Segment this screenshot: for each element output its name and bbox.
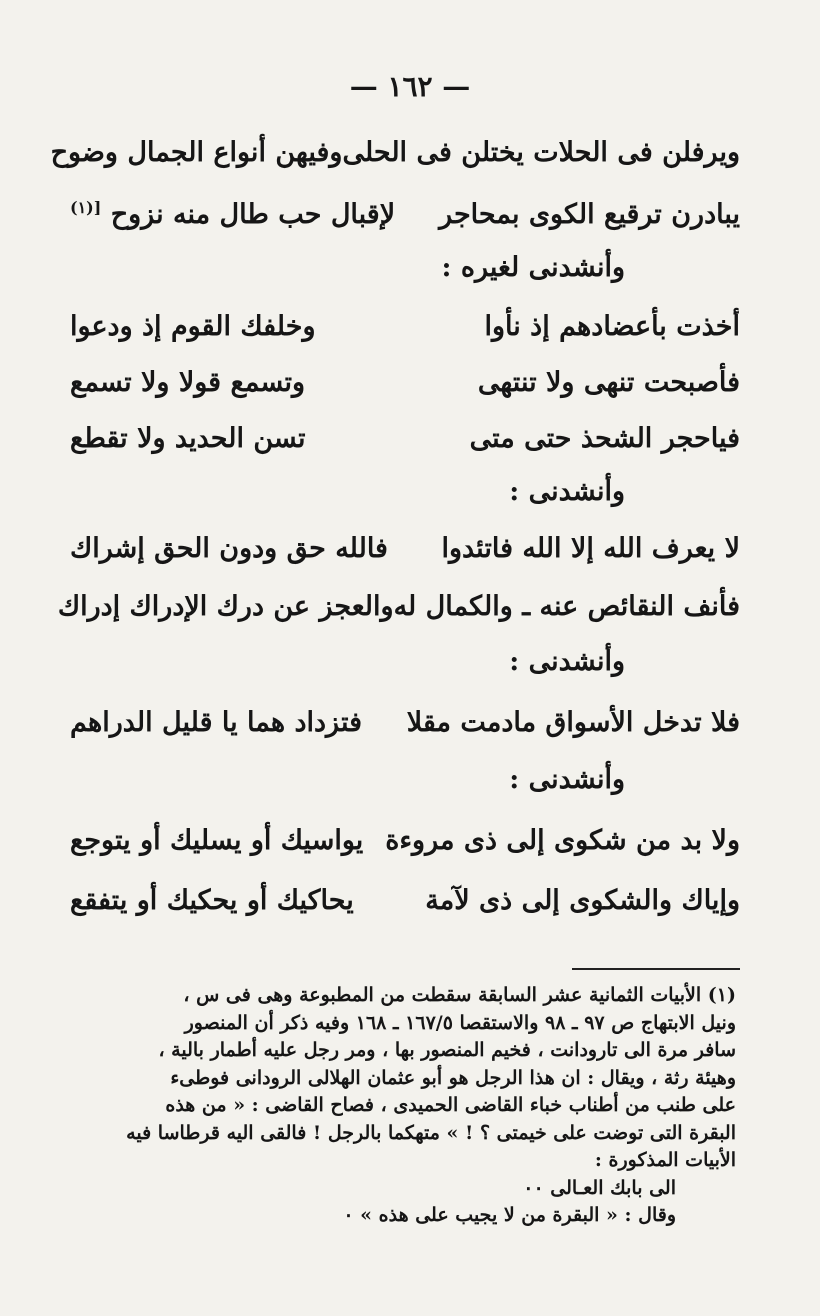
verse-line xyxy=(57,582,740,630)
verse-intro: وأنشدنى : xyxy=(509,646,625,677)
verse-intro: وأنشدنى : xyxy=(509,764,625,795)
verse-second-hemistich: وخلفك القوم إذ ودعوا xyxy=(70,310,316,342)
verse-first-hemistich: فلا تدخل الأسواق مادمت مقلا xyxy=(406,706,740,738)
verse-line xyxy=(70,816,740,864)
verse-line xyxy=(70,358,740,406)
verse-first-hemistich: ويرفلن فى الحلات يختلن فى الحلى xyxy=(342,136,740,168)
footnote-line: على طنب من أطناب خباء القاضى الحميدى ، فصاح القاضى : « من هذه xyxy=(165,1094,736,1116)
verse-line xyxy=(70,524,740,572)
verse-first-hemistich: فأنف النقائص عنه ـ والكمال له xyxy=(393,590,740,622)
verse-second-hemistich: يحاكيك أو يحكيك أو يتفقع xyxy=(70,884,354,916)
verse-second-hemistich: فالله حق ودون الحق إشراك xyxy=(70,532,388,564)
verse-text: لإقبال حب طال منه نزوح xyxy=(110,199,396,230)
verse-second-hemistich: والعجز عن درك الإدراك إدراك xyxy=(57,590,394,622)
verse-second-hemistich: يواسيك أو يسليك أو يتوجع xyxy=(70,824,364,856)
footnote-line: سافر مرة الى تارودانت ، فخيم المنصور بها ، ومر رجل عليه أطمار بالية ، xyxy=(158,1039,736,1061)
footnote-line: الأبيات المذكورة : xyxy=(594,1149,736,1171)
verse-intro: وأنشدنى : xyxy=(509,476,625,507)
verse-line xyxy=(70,698,740,746)
verse-first-hemistich: أخذت بأعضادهم إذ نأوا xyxy=(484,310,740,342)
verse-line xyxy=(70,414,740,462)
verse-first-hemistich: يبادرن ترقيع الكوى بمحاجر xyxy=(439,198,740,230)
footnote-line: (١) الأبيات الثمانية عشر السابقة سقطت من المطبوعة وهى فى س ، xyxy=(183,984,736,1006)
verse-line xyxy=(70,302,740,350)
verse-intro: وأنشدنى لغيره : xyxy=(441,252,625,283)
footnote-line: البقرة التى توضت على خيمتى ؟ ! » متهكما بالرجل ! فالقى اليه قرطاسا فيه xyxy=(126,1121,736,1144)
verse-second-hemistich: تسن الحديد ولا تقطع xyxy=(70,422,306,454)
verse-line xyxy=(70,190,740,238)
footnote-line: ونيل الابتهاج ص ٩٧ ـ ٩٨ والاستقصا ١٦٧/٥ ـ ١٦٨ وفيه ذكر أن المنصور xyxy=(184,1011,736,1034)
verse-second-hemistich: فتزداد هما يا قليل الدراهم xyxy=(70,706,363,738)
footnote xyxy=(66,982,736,1230)
footnote-line: وقال : « البقرة من لا يجيب على هذه » ٠ xyxy=(343,1204,676,1226)
footnote-line: الى بابك العـالى ٠٠ xyxy=(523,1176,676,1199)
page-number: — ١٦٢ — xyxy=(349,70,471,103)
footnote-line: وهيئة رثة ، ويقال : ان هذا الرجل هو أبو عثمان الهلالى الرودانى فوطىء xyxy=(170,1066,736,1089)
verse-first-hemistich: وإياك والشكوى إلى ذى لآمة xyxy=(425,884,740,916)
verse-second-hemistich xyxy=(70,198,395,230)
verse-first-hemistich: لا يعرف الله إلا الله فاتئدوا xyxy=(441,532,740,564)
verse-first-hemistich: فياحجر الشحذ حتى متى xyxy=(469,422,740,454)
verse-line xyxy=(50,128,740,176)
footnote-separator xyxy=(572,968,740,970)
verse-second-hemistich: وتسمع قولا ولا تسمع xyxy=(70,366,306,398)
verse-second-hemistich: وفيهن أنواع الجمال وضوح xyxy=(50,136,343,168)
verse-first-hemistich: ولا بد من شكوى إلى ذى مروءة xyxy=(385,824,740,856)
footnote-marker: [(١) xyxy=(70,198,102,217)
verse-first-hemistich: فأصبحت تنهى ولا تنتهى xyxy=(477,366,740,398)
verse-line xyxy=(70,876,740,924)
